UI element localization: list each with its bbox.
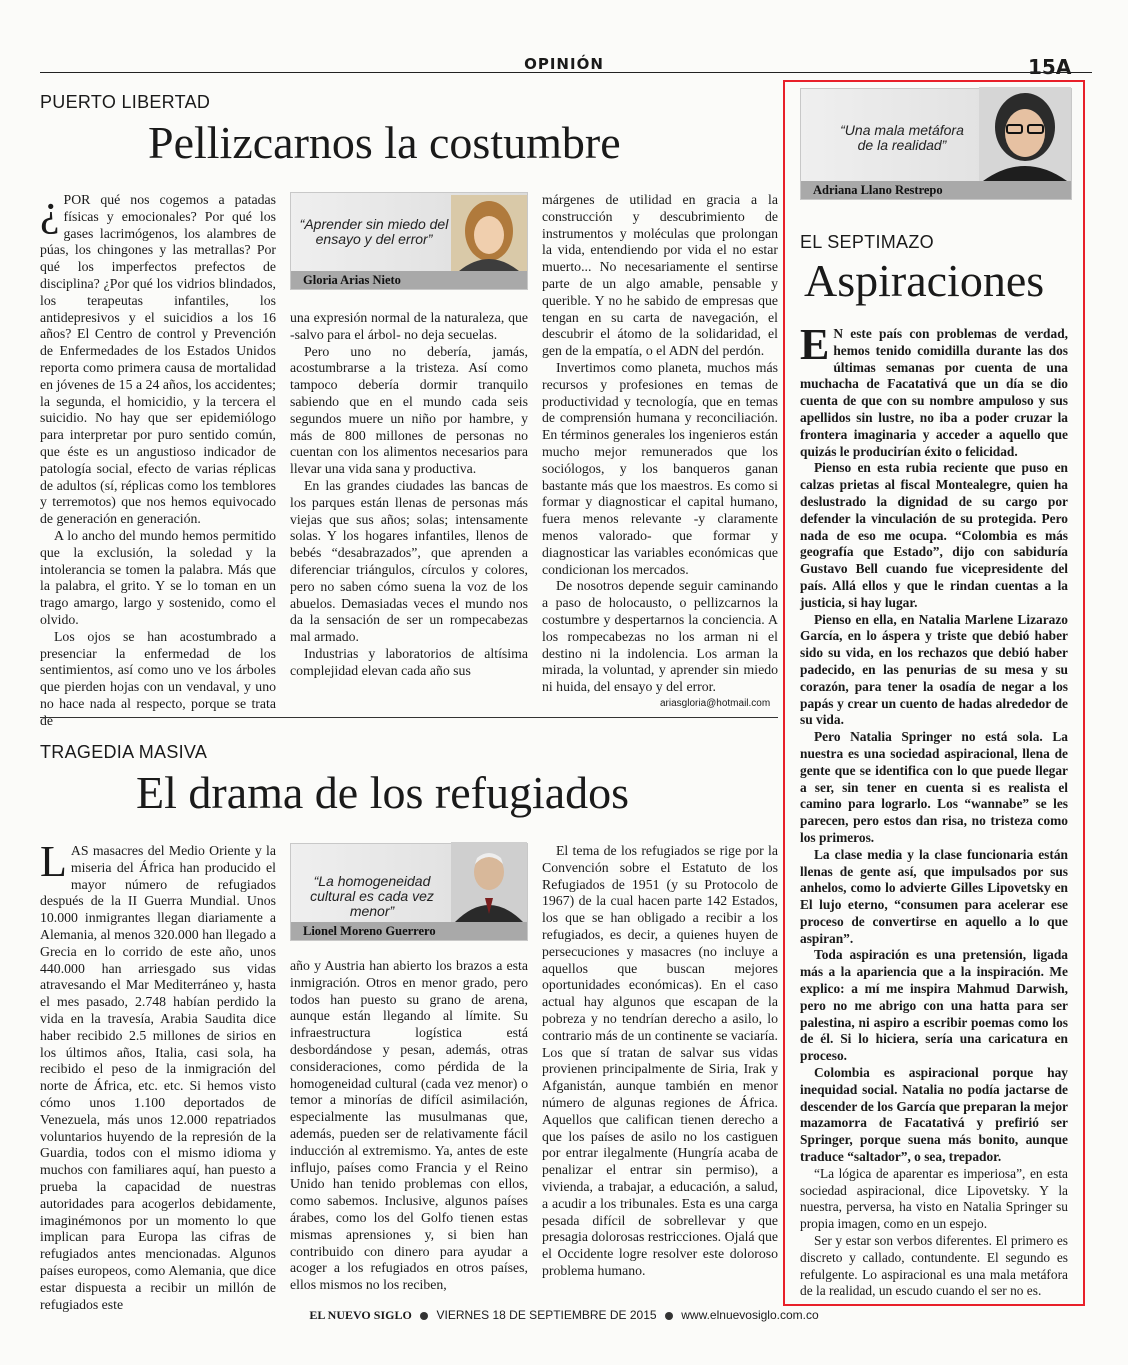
article1-column-3: [542, 192, 778, 695]
article1-paragraph: A lo ancho del mundo hemos permitido que la exclusión, la soledad y la intolerancia se tomen la palabra. Más que la palabra, el grito. Y se lo toman en un trago amargo, largo y sostenido, como el olvido.: [40, 527, 276, 627]
section-label: OPINIÓN: [524, 55, 604, 73]
bullet-icon: [420, 1312, 428, 1320]
page-footer: [0, 1308, 1128, 1323]
article3-dropcap: E: [800, 320, 830, 369]
section-divider: [40, 717, 778, 718]
article1-paragraph: márgenes de utilidad en gracia a la construcción y descubrimiento de instrumentos y moléculas que prolongan la vida, entendiendo por vida el no estar muerto... No necesariamente el sentirse parte de un algo amable, pensable y querible. Y no he sabido de empresas que tengan en su carta de navegación, el descubrir el átomo de la solidaridad, el gen de la empatía, o el ADN del perdón.: [542, 192, 778, 359]
footer-date: VIERNES 18 DE SEPTIEMBRE DE 2015: [436, 1308, 657, 1322]
article1-paragraph: Los ojos se han acostumbrado a presenciar la enfermedad de los sentimientos, así como uno ve los árboles que pierden hojas con un vendaval, y uno no hace nada al respecto, porque se trata de: [40, 628, 276, 728]
article2-author-box: [290, 843, 528, 941]
article3-headline: Aspiraciones: [804, 255, 1045, 306]
article2-paragraph: año y Austria han abierto los brazos a esta inmigración. Otros en menor grado, pero todos han puesto su grano de arena, aunque están llegando al límite. Su infraestructura logística está desbordándose y pesan, además, otras consideraciones, como pérdida de la homogeneidad cultural (cada vez menor) o temor a minorías de difícil asimilación, especialmente las musulmanas que, además, pueden ser de relativamente fácil inducción al extremismo. Ya, antes de este influjo, países como Francia y el Reino Unido han tenido problemas con ellos, como sabemos. Inclusive, algunos países árabes, como los del Golfo tienen estas mismas aprensiones y, si bien han contribuido con dinero para ayudar a acoger a los refugiados en otros países, ellos mismos no los reciben,: [290, 958, 528, 1293]
article3-paragraph: Ser y estar son verbos diferentes. El primero es discreto y callado, contundente. El segundo es refulgente. Lo aspiracional es una mala metáfora de la realidad, un escudo cuando el ser no es.: [800, 1233, 1068, 1299]
article2-column-1: [40, 837, 276, 1312]
article2-paragraph: AS masacres del Medio Oriente y la miseria del África han producido el mayor número de refugiados después de la II Guerra Mundial. Unos 10.000 inmigrantes llegan diariamente a Alemania, al menos 320.000 han llegado a Grecia en lo corrido de este año, unos 440.000 han arriesgado sus vidas atravesando el Mar Mediterráneo y, hasta el mes pasado, 2.748 habían perdido la vida en la travesía, Arabia Saudita dice haber recibido 2.5 millones de sirios en los últimos años, Italia, casi sola, ha recibido el peso de la inmigración del norte de África, etc. etc. Si hemos visto cómo unos 1.100 deportados de Venezuela, más unos 12.000 repatriados voluntarios huyendo de la represión de la Guardia, todos con el mismo idioma y muchos con familiares aquí, han puesto a prueba la capacidad de nuestras autoridades para acogerlos debidamente, imaginémonos por un momento lo que implican para Europa las cifras de refugiados antes mencionadas. Algunos países europeos, como Alemania, que dice estar dispuesta a recibir un millón de refugiados este: [40, 843, 276, 1312]
article3-body: [800, 320, 1068, 1299]
article2-headline: El drama de los refugiados: [136, 767, 630, 818]
article1-column-1: [40, 186, 276, 728]
article1-paragraph: De nosotros depende seguir caminando a paso de holocausto, o pellizcarnos la costumbre y despertarnos la conciencia. A los rompecabezas no los arman ni el destino ni la indolencia. Los arman la mirada, la voluntad, y aprender sin miedo ni huida, del ensayo y del error.: [542, 578, 778, 695]
article1-author-box: [290, 192, 528, 290]
article1-kicker: PUERTO LIBERTAD: [40, 92, 211, 112]
article1-column-2: [290, 310, 528, 704]
article3-paragraph: “La lógica de aparentar es imperiosa”, en esta sociedad aspiracional, dice Lipovetsky. Y la nuestra, perversa, ha visto en Natalia Springer su propia imagen, como en un espejo.: [800, 1165, 1068, 1232]
article3-paragraph: Toda aspiración es una pretensión, ligada más a la apariencia que a la inspiración. Me explico: a mí me inspira Mahmud Darwish, pero no me abrigo con una hatta para ser palestina, ni aspiro a escribir poemas como los de él. Si lo hiciera, sería una caricatura en proceso.: [800, 947, 1068, 1064]
page-number: 15A: [1028, 55, 1072, 79]
article2-paragraph: El tema de los refugiados se rige por la Convención sobre el Estatuto de los Refugiados de 1951 (y su Protocolo de 1967) de la cual hacen parte 142 Estados, los que se han obligado a recibir a los refugiados, es decir, a quienes huyen de persecuciones y masacres (no incluye a aquellos que buscan mejores oportunidades económicas). En el caso actual hay algunos que escapan de la pobreza y no tendrían derecho a asilo, lo contrario más de un continente se vaciaría. Los que sí tratan de salvar sus vidas provienen principalmente de Siria, Irak y Afganistán, aunque también en menor número de algunas regiones de África. Aquellos que califican tienen derecho a que los países de asilo no los castiguen por entrar ilegalmente (Hungría acaba de penalizar el entrar sin permiso), a vivienda, a trabajar, a educación, a salud, a acudir a los tribunales. Esta es una carga pesada difícil de sobrellevar y que presagia dolorosas restricciones. Ojalá que el Occidente logre resolver este doloroso problema humano.: [542, 843, 778, 1278]
article3-paragraph: N este país con problemas de verdad, hemos tenido comidilla durante las dos últimas semanas por cuenta de una muchacha de Facatativá que un día se dio cuenta de que con su nombre ampuloso y sus apellidos sin lustre, no iba a poder cruzar la frontera imaginaria y acceder a aquello que quizás le producirían éxito o felicidad.: [800, 326, 1068, 459]
header-rule: [40, 72, 1092, 73]
article3-paragraph: La clase media y la clase funcionaria están llenas de gente así, que impulsados por sus anhelos, como lo advierte Gilles Lipovetsky en El lujo eterno, “consumen para acelerar ese proceso de convertirse en aquello a lo que aspiran”.: [800, 846, 1068, 946]
article1-headline: Pellizcarnos la costumbre: [148, 117, 621, 168]
article1-byline: Gloria Arias Nieto: [291, 271, 527, 289]
article2-dropcap: L: [40, 837, 67, 886]
article3-kicker: EL SEPTIMAZO: [800, 232, 934, 252]
article1-paragraph: En las grandes ciudades las bancas de los parques están llenas de personas más viejas que sus años; solas; intensamente solas. Y los hogares infantiles, llenos de bebés “desabrazados”, que aprenden a diferenciar triángulos, círculos y colores, pero no saben cómo suena la voz de los abuelos. Demasiadas veces el mundo nos da la sensación de ser un rompecabezas mal armado.: [290, 477, 528, 645]
article2-pullquote: “La homogeneidad cultural es cada vez menor”: [310, 873, 434, 919]
article1-paragraph: Pero uno no debería, jamás, acostumbrarse a la tristeza. Así como tampoco debería dormir tranquilo sabiendo que en el mundo cada seis segundos muere un niño por hambre, y más de 800 millones de personas no cuentan con los alimentos necesarios para llevar una vida sana y productiva.: [290, 343, 528, 477]
author-photo-icon: [979, 87, 1071, 181]
article1-paragraph: POR qué nos cogemos a patadas físicas y emocionales? Por qué los gases lacrimógenos, los alambres de púas, los chingones y las metrallas? Por qué los imperfectos prefectos de disciplina? ¿Por qué los vidrios blindados, los terapeutas infantiles, los antidepresivos y el suicidios a los 16 años? El Centro de control y Prevención de Enfermedades de los Estados Unidos reporta como primera causa de mortalidad en jóvenes de 15 a 24 años, los accidentes; la segunda, el homicidio, y la tercera el suicidio. No hay que ser epidemiólogo para interpretar por puro sentido común, que éste es un angustioso indicador de patología social, efecto de varias réplicas de adultos (sí, réplicas como los temblores y terremotos) que nos hemos equivocado de generación en generación.: [40, 192, 276, 527]
article1-paragraph: Industrias y laboratorios de altísima complejidad elevan cada año sus: [290, 645, 528, 678]
newspaper-brand: EL NUEVO SIGLO: [309, 1308, 412, 1322]
article1-pullquote: “Aprender sin miedo del ensayo y del error”: [299, 216, 449, 247]
article3-paragraph: Colombia es aspiracional porque hay inequidad social. Natalia no podía jactarse de descender de los García que preparan la mejor mazamorra de Facatativá y prefirió ser Springer, porque suena más bonito, aunque traduce “saltador”, o sea, trepador.: [800, 1065, 1068, 1165]
article2-column-3: [542, 843, 778, 1295]
article1-author-email[interactable]: ariasgloria@hotmail.com: [660, 698, 771, 709]
article3-paragraph: Pienso en ella, en Natalia Marlene Lizarazo García, en lo áspera y triste que debió haber sido su vida, en los rechazos que debió haber padecido, en las penurias de su mesa y su corazón, para tener la osadía de negar a los papás y crear un cuento de hadas alrededor de su vida.: [800, 611, 1068, 728]
article3-pullquote: “Una mala metáfora de la realidad”: [840, 122, 964, 153]
article3-paragraph: Pero Natalia Springer no está sola. La nuestra es una sociedad aspiracional, llena de gente que se identifica con lo que puede llegar a ser, sin tener en cuenta si es realista el camino para lograrlo. Los “wannabe” se les parecen, pero estos dan risa, no tristeza como los primeros.: [800, 729, 1068, 845]
footer-url[interactable]: www.elnuevosiglo.com.co: [681, 1308, 819, 1322]
article1-paragraph: Invertimos como planeta, muchos más recursos y profesiones en temas de productividad y tecnología, que en temas de comprensión humana y reconciliación. En términos generales los ingenieros están mucho mejor remunerados que los sociólogos, y los banqueros ganan bastante más que los maestros. Es como si formar y diagnosticar el capital humano, fuera menos relevante -y claramente menos valorado- que formar y diagnosticar las variables económicas que condicionan los mercados.: [542, 359, 778, 577]
author-photo-icon: [451, 842, 527, 922]
article1-dropcap: ¿: [40, 186, 60, 235]
article2-column-2: [290, 958, 528, 1295]
article2-kicker: TRAGEDIA MASIVA: [40, 742, 208, 762]
article2-byline: Lionel Moreno Guerrero: [291, 922, 527, 940]
bullet-icon: [665, 1312, 673, 1320]
article3-author-box: [800, 88, 1072, 200]
article1-paragraph: una expresión normal de la naturaleza, que -salvo para el árbol- no deja secuelas.: [290, 310, 528, 342]
article3-byline: Adriana Llano Restrepo: [801, 181, 1071, 199]
article3-paragraph: Pienso en esta rubia reciente que puso en calzas prietas al fiscal Montealegre, quien ha deslustrado la dignidad de su cargo por defender la vinculación de su protegida. Pero nada de eso me ocupa. “Colombia es más geografía que Estado”, dijo con sabiduría Gustavo Bell cuando fue vicepresidente del país. Allá ellos y que le rindan cuentas a la justicia, si hay lugar.: [800, 460, 1068, 610]
author-photo-icon: [451, 195, 527, 271]
